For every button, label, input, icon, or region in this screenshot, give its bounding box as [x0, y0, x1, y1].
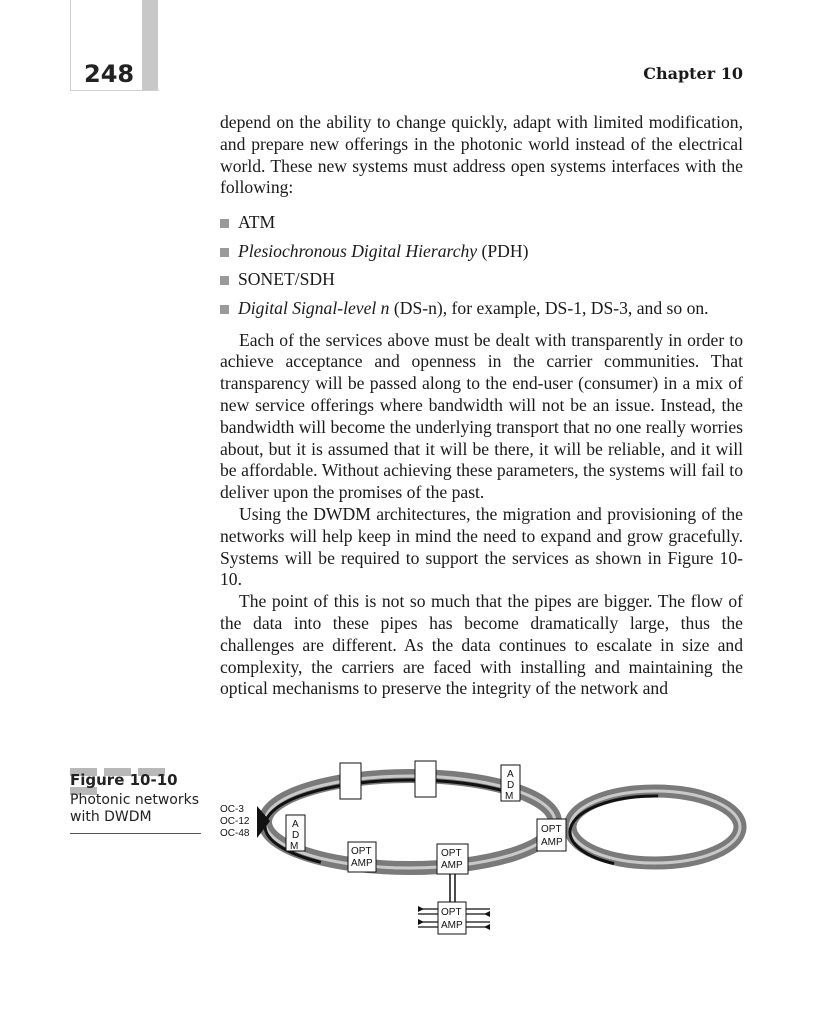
input-label: OC-3 — [220, 804, 244, 815]
body-paragraph: Using the DWDM architectures, the migration and provisioning of the networks will help keep in mind the need to expand and grow gracefully. Systems will be required to support the services as shown in Figure 10-10. — [220, 504, 743, 590]
opt-amp-label: OPT — [541, 824, 562, 835]
body-paragraph: The point of this is not so much that the pipes are bigger. The flow of the data into these pipes has become dramatically large, thus the challenges are different. As the data continues to escalate in size and complexity, the carriers are faced with installing and maintaining the optical mechanisms to preserve the integrity of the network and — [220, 591, 743, 699]
dwdm-network-diagram — [210, 750, 770, 950]
bullet-square-icon — [220, 219, 229, 228]
adm-node — [501, 765, 520, 802]
opt-amp-label: OPT — [441, 907, 462, 918]
ring-node — [415, 761, 436, 797]
opt-amp-label: AMP — [541, 837, 563, 848]
adm-letter: D — [507, 780, 515, 791]
adm-node — [286, 815, 305, 852]
list-item — [220, 211, 743, 233]
bullet-square-icon — [220, 276, 229, 285]
opt-amp-label: OPT — [351, 846, 372, 857]
adm-letter: A — [507, 769, 514, 780]
ring-node — [340, 763, 361, 799]
adm-letter: M — [505, 791, 514, 802]
opt-amp-label: AMP — [441, 920, 463, 931]
list-item — [220, 240, 743, 262]
list-item-italic: Plesiochronous Digital Hierarchy — [238, 240, 478, 261]
chapter-title: Chapter 10 — [643, 64, 743, 83]
figure-label: Figure 10-10 — [70, 771, 178, 789]
list-item-italic: Digital Signal-level n — [238, 297, 390, 318]
opt-amp-node — [537, 819, 566, 851]
intro-paragraph: depend on the ability to change quickly, adapt with limited modification, and prepare new offerings in the photonic world instead of the electrical world. These new systems must address open systems interfaces with the following: — [220, 112, 743, 198]
bullet-list — [220, 211, 743, 319]
adm-letter: A — [292, 819, 299, 830]
input-label: OC-48 — [220, 828, 250, 839]
opt-amp-label: OPT — [441, 848, 462, 859]
page-tab-bar — [142, 0, 158, 90]
opt-amp-node — [437, 844, 468, 874]
adm-letter: D — [292, 830, 300, 841]
list-item — [220, 268, 743, 290]
opt-amp-node — [418, 902, 490, 934]
body-paragraph: Each of the services above must be dealt with transparently in order to achieve acceptance and openness in the carrier communities. That transparency will be passed along to the end-user (consumer) in a mix of new service offerings where bandwidth will not be an issue. Instead, the bandwidth will become the underlying transport that no one really worries about, but it is assumed that it will be there, it will be reliable, and it will be affordable. Without achieving these parameters, the systems will fail to deliver upon the promises of the past. — [220, 329, 743, 503]
adm-letter: M — [290, 841, 299, 852]
input-label: OC-12 — [220, 816, 250, 827]
figure-caption-bar — [70, 761, 201, 769]
list-item-text: (PDH) — [477, 240, 529, 261]
figure-caption: Photonic networks with DWDM — [70, 792, 201, 834]
list-item-text: ATM — [238, 212, 276, 233]
opt-amp-label: AMP — [441, 860, 463, 871]
body-text — [220, 112, 743, 700]
bullet-square-icon — [220, 248, 229, 257]
list-item-text: SONET/SDH — [238, 269, 335, 290]
bullet-square-icon — [220, 305, 229, 314]
opt-amp-node — [348, 842, 376, 872]
list-item — [220, 297, 743, 319]
page-number: 248 — [84, 60, 135, 88]
list-item-text: (DS-n), for example, DS-1, DS-3, and so on. — [389, 297, 709, 318]
opt-amp-label: AMP — [351, 858, 373, 869]
right-ring — [570, 791, 740, 868]
